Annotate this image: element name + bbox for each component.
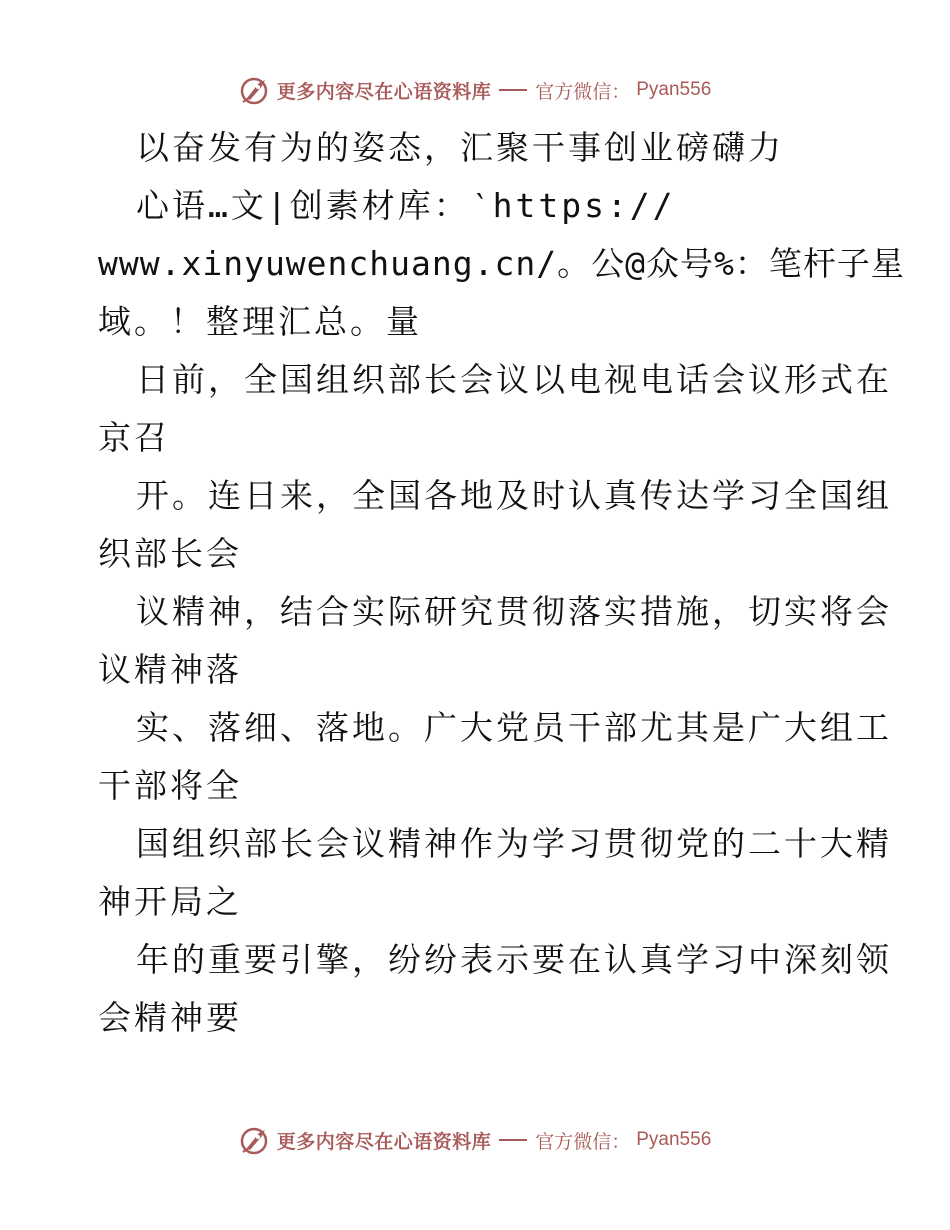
text-line: 议精神落 <box>98 650 242 689</box>
text-line: 日前，全国组织部长会议以电视电话会议形式在 <box>136 360 892 399</box>
pen-logo-icon <box>239 74 271 106</box>
banner-separator <box>499 1139 527 1141</box>
pen-logo-icon <box>239 1124 271 1156</box>
header-banner <box>0 70 950 110</box>
banner-label: 官方微信： <box>535 1130 631 1153</box>
text-line: 京召 <box>98 418 170 457</box>
text-line: 会精神要 <box>98 998 242 1037</box>
text-line: 以奋发有为的姿态，汇聚干事创业磅礴力 <box>136 128 784 167</box>
banner-text: 更多内容尽在心语资料库 <box>276 80 492 103</box>
banner-separator <box>499 89 527 91</box>
text-line: 织部长会 <box>98 534 242 573</box>
text-line: 神开局之 <box>98 882 242 921</box>
text-line: www.xinyuwenchuang.cn/。公@众号%：笔杆子星 <box>98 244 905 283</box>
text-line: 干部将全 <box>98 766 242 805</box>
text-line: 心语…文|创素材库：‵https:// <box>136 186 676 225</box>
text-line: 实、落细、落地。广大党员干部尤其是广大组工 <box>136 708 892 747</box>
banner-text: 更多内容尽在心语资料库 <box>276 1130 492 1153</box>
text-line: 年的重要引擎，纷纷表示要在认真学习中深刻领 <box>136 940 892 979</box>
text-line: 域。！整理汇总。量 <box>98 302 422 341</box>
text-line: 国组织部长会议精神作为学习贯彻党的二十大精 <box>136 824 892 863</box>
banner-id: Pyan556 <box>636 1129 712 1150</box>
banner-id: Pyan556 <box>636 79 712 100</box>
text-line: 议精神，结合实际研究贯彻落实措施，切实将会 <box>136 592 892 631</box>
banner-label: 官方微信： <box>535 80 631 103</box>
footer-banner <box>0 1120 950 1160</box>
text-line: 开。连日来，全国各地及时认真传达学习全国组 <box>136 476 892 515</box>
